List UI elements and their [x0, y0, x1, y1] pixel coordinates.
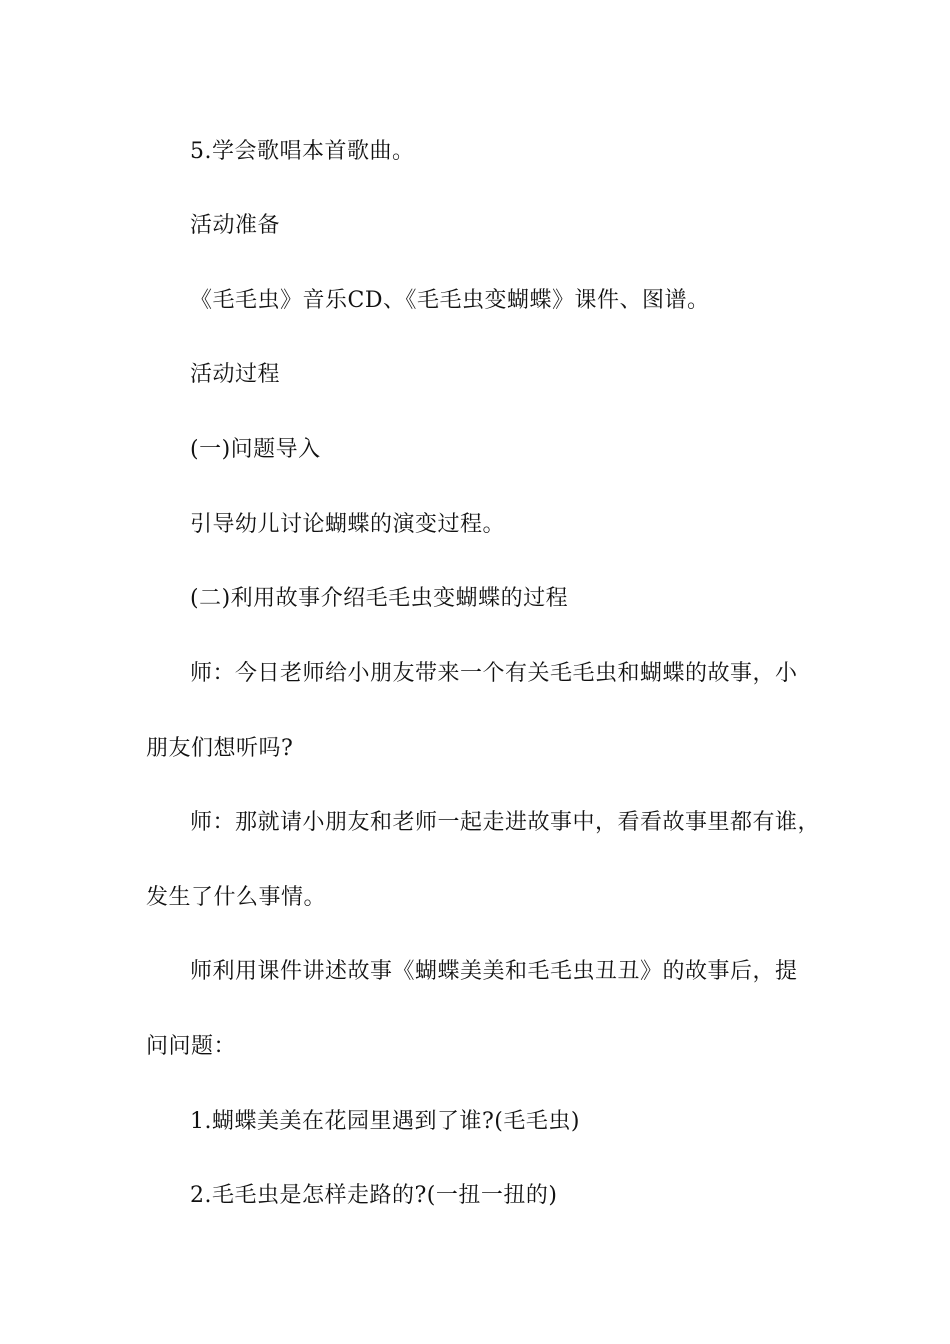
paragraph: 引导幼儿讨论蝴蝶的演变过程。	[190, 512, 506, 537]
paragraph-line: 问问题：	[146, 1034, 237, 1059]
step-heading-1: (一)问题导入	[190, 437, 321, 462]
paragraph-line: 朋友们想听吗?	[146, 736, 294, 761]
preparation-materials: 《毛毛虫》音乐CD、《毛毛虫变蝴蝶》课件、图谱。	[190, 288, 710, 313]
objective-item-5: 5.学会歌唱本首歌曲。	[190, 139, 415, 164]
paragraph-line: 发生了什么事情。	[146, 885, 327, 910]
section-heading-preparation: 活动准备	[190, 213, 281, 238]
paragraph-line: 师：今日老师给小朋友带来一个有关毛毛虫和蝴蝶的故事，小	[190, 661, 798, 686]
section-heading-process: 活动过程	[190, 362, 281, 387]
question-item-2: 2.毛毛虫是怎样走路的?(一扭一扭的)	[190, 1183, 558, 1208]
paragraph-line: 师：那就请小朋友和老师一起走进故事中，看看故事里都有谁，	[190, 810, 821, 835]
question-item-1: 1.蝴蝶美美在花园里遇到了谁?(毛毛虫)	[190, 1109, 580, 1134]
step-heading-2: (二)利用故事介绍毛毛虫变蝴蝶的过程	[190, 586, 569, 611]
paragraph-line: 师利用课件讲述故事《蝴蝶美美和毛毛虫丑丑》的故事后，提	[190, 959, 798, 984]
